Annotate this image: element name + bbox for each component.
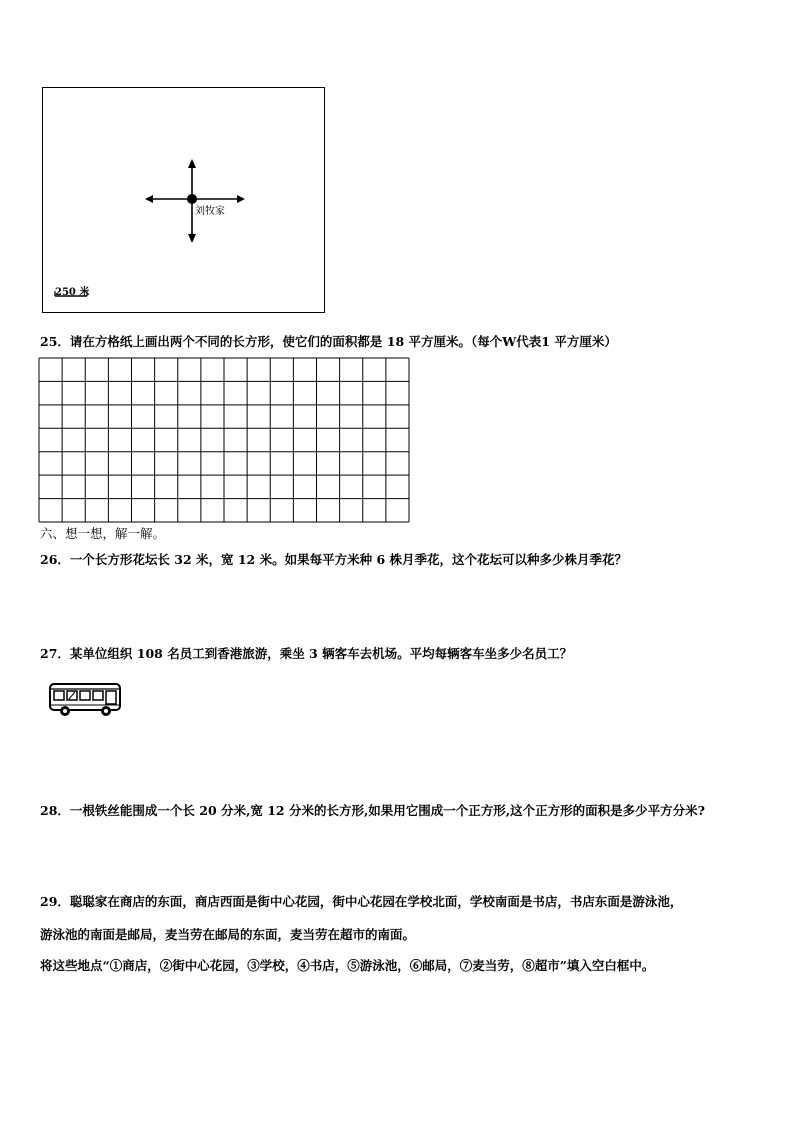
south-arrow-icon (188, 234, 196, 243)
question-28: 28．一根铁丝能围成一个长 20 分米,宽 12 分米的长方形,如果用它围成一个正方形,这个正方形的面积是多少平方分米? (40, 803, 705, 818)
question-25: 25．请在方格纸上画出两个不同的长方形，使它们的面积都是 18 平方厘米。（每个W代表1 平方厘米） (40, 334, 617, 349)
section-6-heading: 六、想一想，解一解。 (40, 526, 166, 541)
question-27: 27．某单位组织 108 名员工到香港旅游，乘坐 3 辆客车去机场。平均每辆客车坐多少名员工？ (40, 646, 573, 661)
map-figure (42, 87, 325, 313)
bus-icon (48, 680, 124, 720)
square-grid (38, 357, 410, 523)
question-29-line-3: 将这些地点“①商店，②街中心花园，③学校，④书店，⑤游泳池，⑥邮局，⑦麦当劳，⑧超市”填入空白框中。 (40, 958, 655, 973)
compass-map (43, 88, 326, 314)
east-arrow-icon (237, 195, 245, 203)
question-26: 26．一个长方形花坛长 32 米，宽 12 米。如果每平方米种 6 株月季花，这个花坛可以种多少株月季花？ (40, 552, 627, 567)
scale-label: 250 米 (55, 287, 90, 298)
question-29-line-2: 游泳池的南面是邮局，麦当劳在邮局的东面，麦当劳在超市的南面。 (40, 927, 416, 942)
north-arrow-icon (188, 159, 196, 168)
west-arrow-icon (145, 195, 153, 203)
question-29-line-1: 29．聪聪家在商店的东面，商店西面是街中心花园，街中心花园在学校北面，学校南面是书店，书店东面是游泳池， (40, 894, 683, 909)
home-label: 刘牧家 (195, 206, 225, 217)
